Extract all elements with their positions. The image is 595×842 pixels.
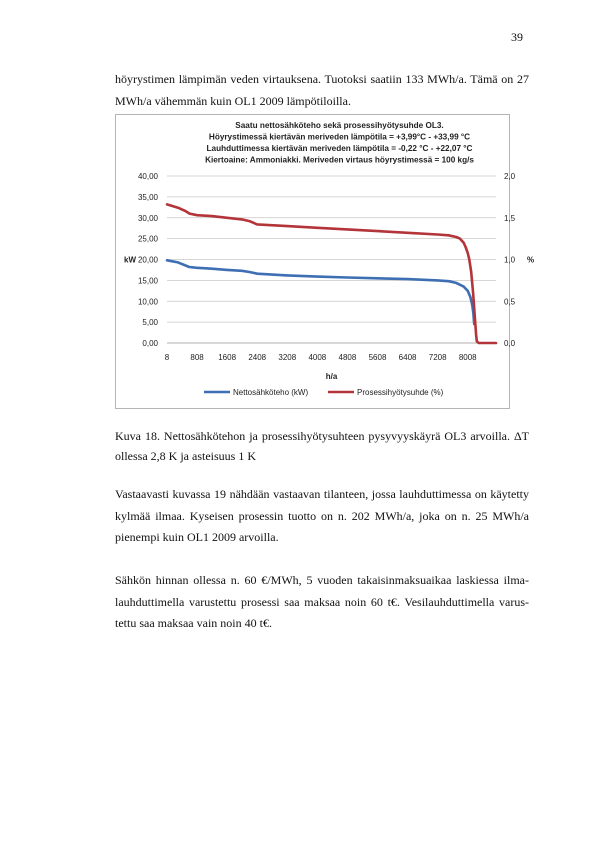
intro-paragraph	[115, 69, 529, 112]
duration-curve-chart	[116, 115, 535, 408]
x-tick-label: 4808	[338, 353, 357, 362]
text-line: pienempi kuin OL1 2009 arvoilla.	[115, 530, 279, 544]
y-tick-label: 30,00	[137, 213, 158, 223]
x-tick-label: 2408	[248, 353, 267, 362]
x-tick-label: 5608	[368, 353, 387, 362]
legend-label: Nettosähköteho (kW)	[233, 388, 309, 397]
x-tick-label: 3208	[278, 353, 297, 362]
text-line: MWh/a vähemmän kuin OL1 2009 lämpötiloilla.	[115, 93, 351, 108]
legend-label: Prosessihyötysuhde (%)	[357, 388, 444, 397]
x-tick-label: 4008	[308, 353, 327, 362]
chart-title-line: Höyrystimessä kiertävän meriveden lämpötila = +3,99°C - +33,99 °C	[208, 132, 471, 142]
text-line: Vastaavasti kuvassa 19 nähdään vastaavan tilanteen, jossa lauhduttimessa on käytetty	[115, 487, 529, 501]
x-axis-label: h/a	[325, 372, 338, 381]
figure-caption	[115, 426, 529, 466]
chart-figure	[115, 114, 535, 409]
y-tick-label: 0,00	[142, 339, 158, 348]
y-tick-label: 20,00	[137, 255, 158, 265]
chart-title-line: Lauhduttimessa kiertävän meriveden lämpötila = -0,22 °C - +22,07 °C	[206, 144, 473, 153]
y2-axis-label: %	[527, 255, 535, 265]
caption-line: ollessa 2,8 K ja asteisuus 1 K	[115, 449, 256, 463]
y2-tick-label: 0,0	[504, 339, 516, 348]
x-tick-label: 808	[190, 353, 204, 362]
x-tick-label: 8008	[458, 353, 477, 362]
text-line: kylmää ilmaa. Kyseisen prosessin tuotto on n. 202 MWh/a, joka on n. 25 MWh/a	[115, 508, 529, 523]
y2-tick-label: 1,0	[504, 255, 516, 265]
paragraph-kuva-19	[115, 484, 529, 549]
y-tick-label: 35,00	[137, 192, 158, 202]
y2-tick-label: 0,5	[504, 297, 516, 307]
caption-line: Kuva 18. Nettosähkötehon ja prosessihyötysuhteen pysyvyyskäyrä OL3 arvoilla. ΔT	[115, 429, 529, 443]
series-line	[167, 260, 474, 324]
y-tick-label: 25,00	[137, 234, 158, 244]
chart-title-line: Kiertoaine: Ammoniakki. Meriveden virtaus höyrystimessä = 100 kg/s	[205, 155, 474, 165]
y-tick-label: 40,00	[137, 172, 158, 181]
y-tick-label: 10,00	[137, 297, 158, 307]
y2-tick-label: 2,0	[504, 172, 516, 181]
text-line: lauhduttimella varustettu prosessi saa maksaa noin 60 t€. Vesilauhduttimella varus-	[115, 594, 529, 609]
x-tick-label: 6408	[398, 353, 417, 362]
y-axis-label: kW	[124, 255, 136, 265]
text-line: tettu saa maksaa vain noin 40 t€.	[115, 616, 272, 630]
text-line: Sähkön hinnan ollessa n. 60 €/MWh, 5 vuoden takaisinmaksuaikaa laskiessa ilma-	[115, 573, 529, 587]
x-tick-label: 8	[164, 353, 170, 362]
text-line: höyrystimen lämpimän veden virtauksena. Tuotoksi saatiin 133 MWh/a. Tämä on 27	[115, 72, 529, 86]
y-tick-label: 15,00	[137, 276, 158, 286]
x-tick-label: 7208	[428, 353, 447, 362]
chart-title-line: Saatu nettosähköteho sekä prosessihyötysuhde OL3.	[235, 121, 444, 130]
paragraph-price	[115, 570, 529, 635]
x-tick-label: 1608	[218, 353, 237, 362]
y2-tick-label: 1,5	[504, 213, 516, 223]
page-number: 39	[511, 30, 523, 44]
y-tick-label: 5,00	[142, 318, 158, 328]
